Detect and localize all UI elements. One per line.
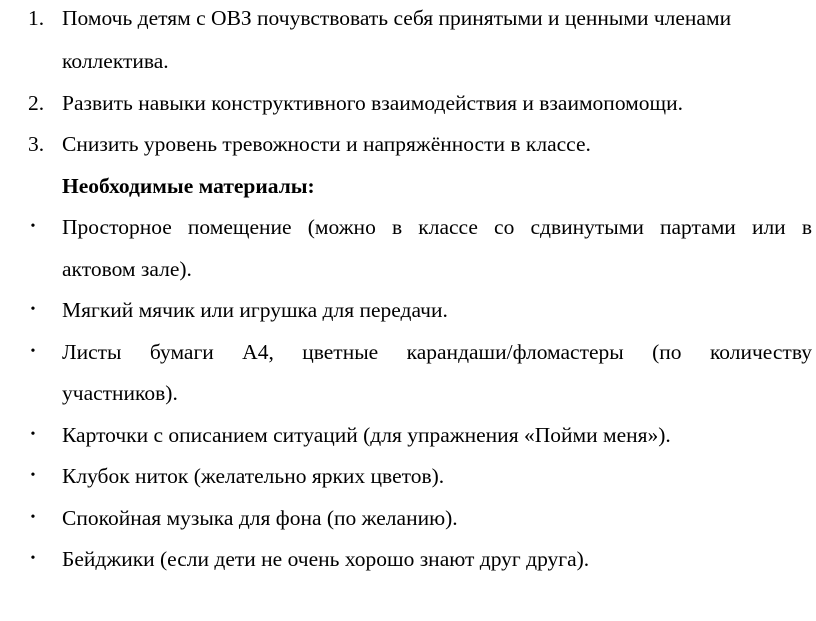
bullet-icon: •: [30, 344, 36, 359]
item-text: Помочь детям с ОВЗ почувствовать себя принятыми и ценными членами: [62, 6, 732, 30]
bullet-icon: •: [30, 551, 36, 566]
item-text: Мягкий мячик или игрушка для передачи.: [62, 298, 448, 322]
item-number: 2.: [28, 91, 45, 115]
item-text-continuation: участников).: [62, 381, 178, 405]
item-text: Карточки с описанием ситуаций (для упражнения «Пойми меня»).: [62, 423, 671, 447]
item-text: Бейджики (если дети не очень хорошо знают друг друга).: [62, 547, 590, 571]
item-text: Просторное помещение (можно в классе со сдвинутыми партами или в: [62, 215, 812, 239]
bullet-icon: •: [30, 510, 36, 525]
item-number: 1.: [28, 6, 45, 30]
item-text: Снизить уровень тревожности и напряжённости в классе.: [62, 132, 591, 156]
item-text: Листы бумаги А4, цветные карандаши/фломастеры (по количеству: [62, 340, 812, 364]
item-text: Развить навыки конструктивного взаимодействия и взаимопомощи.: [62, 91, 683, 115]
item-number: 3.: [28, 132, 45, 156]
item-text: Спокойная музыка для фона (по желанию).: [62, 506, 458, 530]
materials-heading: Необходимые материалы:: [62, 174, 315, 198]
bullet-icon: •: [30, 219, 36, 234]
bullet-icon: •: [30, 468, 36, 483]
bullet-icon: •: [30, 302, 36, 317]
item-text-continuation: коллектива.: [62, 49, 169, 73]
bullet-icon: •: [30, 427, 36, 442]
item-text-continuation: актовом зале).: [62, 257, 192, 281]
item-text: Клубок ниток (желательно ярких цветов).: [62, 464, 445, 488]
